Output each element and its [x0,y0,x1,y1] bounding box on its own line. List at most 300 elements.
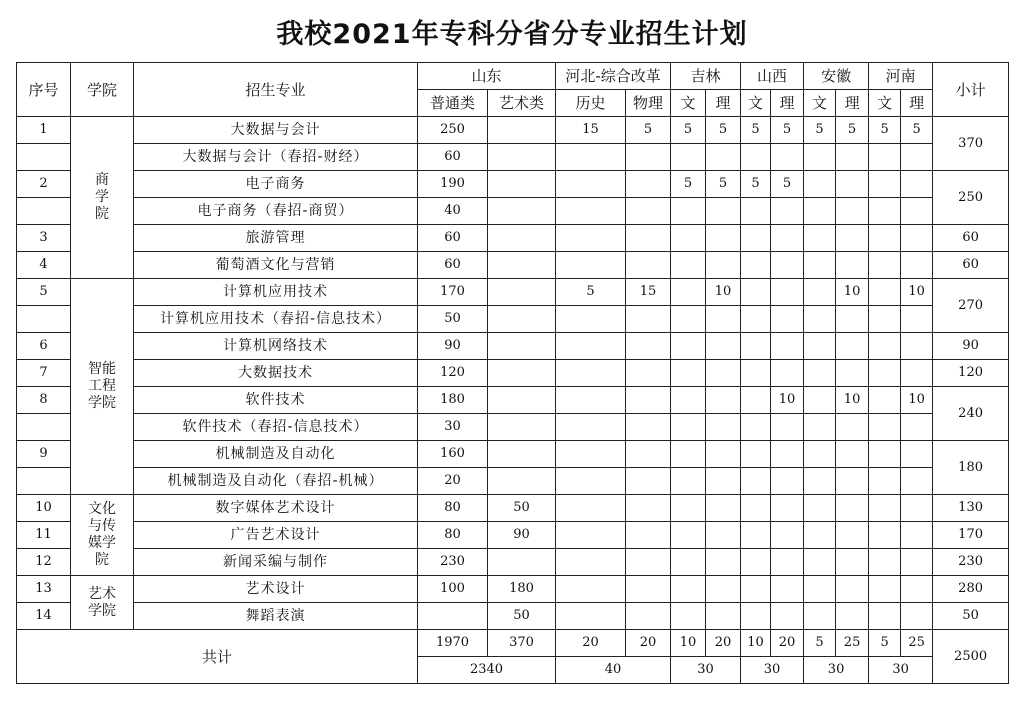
quota-cell: 10 [901,387,933,414]
quota-cell: 10 [836,387,869,414]
quota-cell [901,549,933,576]
quota-cell [901,333,933,360]
header-row [17,63,1009,90]
quota-cell [741,603,771,630]
quota-cell [706,549,741,576]
table-row [17,441,1009,468]
quota-cell [626,333,671,360]
quota-cell [901,171,933,198]
quota-cell [901,198,933,225]
quota-cell [771,252,804,279]
quota-cell [869,549,901,576]
total-category-cell: 5 [804,630,836,657]
quota-cell [671,387,706,414]
total-category-cell: 20 [771,630,804,657]
quota-cell [671,522,706,549]
seq-cell [17,468,71,495]
quota-cell [804,387,836,414]
subtotal-cell: 270 [933,279,1009,333]
college-cell [71,495,134,576]
quota-cell [556,549,626,576]
major-cell: 电子商务（春招-商贸） [134,198,418,225]
quota-cell [869,279,901,306]
quota-cell [706,495,741,522]
quota-cell [869,495,901,522]
header-seq: 序号 [17,63,71,117]
page-title: 我校2021年专科分省分专业招生计划 [276,19,748,50]
subtotal-cell: 250 [933,171,1009,225]
table-row [17,333,1009,360]
quota-cell [741,198,771,225]
seq-cell: 2 [17,171,71,198]
quota-cell [836,441,869,468]
quota-cell: 60 [418,144,488,171]
major-cell: 大数据与会计（春招-财经） [134,144,418,171]
quota-cell [626,522,671,549]
quota-cell [869,252,901,279]
header-category: 文 [869,90,901,117]
table-row [17,279,1009,306]
quota-cell: 180 [488,576,556,603]
quota-cell [771,360,804,387]
major-cell: 计算机应用技术（春招-信息技术） [134,306,418,333]
quota-cell [626,468,671,495]
quota-cell [671,225,706,252]
quota-cell [706,144,741,171]
quota-cell [771,522,804,549]
subtotal-cell: 280 [933,576,1009,603]
quota-cell [901,144,933,171]
quota-cell [671,333,706,360]
quota-cell [901,576,933,603]
quota-cell [706,198,741,225]
header-province: 河南 [869,63,933,90]
quota-cell [836,414,869,441]
quota-cell: 180 [418,387,488,414]
quota-cell [671,144,706,171]
quota-cell [771,495,804,522]
quota-cell [488,549,556,576]
quota-cell [741,360,771,387]
header-category: 艺术类 [488,90,556,117]
quota-cell [836,225,869,252]
header-category: 理 [901,90,933,117]
seq-cell: 9 [17,441,71,468]
quota-cell: 80 [418,522,488,549]
quota-cell [488,468,556,495]
quota-cell: 15 [626,279,671,306]
quota-cell [626,225,671,252]
quota-cell [626,441,671,468]
major-cell: 旅游管理 [134,225,418,252]
total-category-cell: 10 [741,630,771,657]
quota-cell [706,306,741,333]
major-cell: 葡萄酒文化与营销 [134,252,418,279]
header-category: 普通类 [418,90,488,117]
quota-cell [706,468,741,495]
seq-cell: 3 [17,225,71,252]
quota-cell: 15 [556,117,626,144]
quota-cell: 5 [741,117,771,144]
total-category-cell: 1970 [418,630,488,657]
quota-cell [556,198,626,225]
quota-cell [671,252,706,279]
quota-cell [706,387,741,414]
quota-cell [836,522,869,549]
subtotal-cell: 90 [933,333,1009,360]
major-cell: 数字媒体艺术设计 [134,495,418,522]
header-category: 理 [836,90,869,117]
table-row [17,387,1009,414]
quota-cell [836,171,869,198]
quota-cell [626,171,671,198]
subtotal-cell: 60 [933,252,1009,279]
province-total-cell: 2340 [418,657,556,684]
quota-cell: 5 [671,171,706,198]
subtotal-cell: 370 [933,117,1009,171]
table-row [17,414,1009,441]
quota-cell [771,144,804,171]
quota-cell [869,144,901,171]
total-category-cell: 25 [836,630,869,657]
header-major: 招生专业 [134,63,418,117]
quota-cell [556,333,626,360]
quota-cell [488,441,556,468]
seq-cell: 4 [17,252,71,279]
quota-cell [556,225,626,252]
major-cell: 电子商务 [134,171,418,198]
seq-cell: 13 [17,576,71,603]
quota-cell [671,603,706,630]
quota-cell [741,387,771,414]
quota-cell [869,522,901,549]
total-category-cell: 370 [488,630,556,657]
quota-cell: 10 [706,279,741,306]
table-row [17,225,1009,252]
quota-cell [418,603,488,630]
quota-cell: 160 [418,441,488,468]
quota-cell: 5 [869,117,901,144]
quota-cell [671,576,706,603]
quota-cell [901,225,933,252]
table-row [17,306,1009,333]
quota-cell: 50 [488,603,556,630]
header-category: 物理 [626,90,671,117]
quota-cell: 190 [418,171,488,198]
quota-cell [771,414,804,441]
major-cell: 大数据技术 [134,360,418,387]
total-category-cell: 10 [671,630,706,657]
quota-cell [741,549,771,576]
header-province: 山西 [741,63,804,90]
header-category: 理 [706,90,741,117]
quota-cell [804,495,836,522]
quota-cell [771,468,804,495]
quota-cell [804,333,836,360]
quota-cell [741,441,771,468]
major-cell: 新闻采编与制作 [134,549,418,576]
quota-cell [804,252,836,279]
quota-cell [804,603,836,630]
major-cell: 机械制造及自动化 [134,441,418,468]
enrollment-plan-table [16,62,1009,684]
header-subtotal: 小计 [933,63,1009,117]
seq-cell: 12 [17,549,71,576]
quota-cell: 50 [488,495,556,522]
quota-cell [626,306,671,333]
table-row [17,495,1009,522]
quota-cell [626,549,671,576]
quota-cell [626,144,671,171]
quota-cell [671,549,706,576]
seq-cell [17,198,71,225]
quota-cell [869,333,901,360]
quota-cell: 90 [488,522,556,549]
subtotal-cell: 240 [933,387,1009,441]
seq-cell: 7 [17,360,71,387]
quota-cell [671,495,706,522]
seq-cell: 1 [17,117,71,144]
quota-cell [901,252,933,279]
seq-cell [17,306,71,333]
quota-cell [869,468,901,495]
total-label: 共计 [17,630,418,684]
quota-cell [869,198,901,225]
quota-cell [741,468,771,495]
header-province: 吉林 [671,63,741,90]
quota-cell [671,468,706,495]
college-cell [71,279,134,495]
subtotal-cell: 60 [933,225,1009,252]
quota-cell [771,279,804,306]
total-category-cell: 5 [869,630,901,657]
quota-cell [836,576,869,603]
quota-cell [706,441,741,468]
quota-cell: 10 [836,279,869,306]
quota-cell [771,198,804,225]
major-cell: 软件技术（春招-信息技术） [134,414,418,441]
quota-cell: 230 [418,549,488,576]
major-cell: 软件技术 [134,387,418,414]
quota-cell [488,333,556,360]
quota-cell [488,225,556,252]
quota-cell [901,414,933,441]
quota-cell [556,360,626,387]
quota-cell: 5 [836,117,869,144]
quota-cell [804,360,836,387]
quota-cell [741,414,771,441]
quota-cell [706,360,741,387]
seq-cell: 10 [17,495,71,522]
quota-cell [556,306,626,333]
province-total-cell: 30 [741,657,804,684]
quota-cell [836,468,869,495]
subtotal-cell: 120 [933,360,1009,387]
quota-cell [869,414,901,441]
quota-cell [671,414,706,441]
quota-cell: 170 [418,279,488,306]
quota-cell [869,306,901,333]
subtotal-cell: 230 [933,549,1009,576]
table-row [17,144,1009,171]
quota-cell: 5 [626,117,671,144]
quota-cell [869,225,901,252]
quota-cell: 250 [418,117,488,144]
quota-cell [771,441,804,468]
total-category-cell: 20 [626,630,671,657]
quota-cell [869,360,901,387]
quota-cell [804,414,836,441]
quota-cell [771,576,804,603]
table-row [17,522,1009,549]
header-category: 文 [741,90,771,117]
total-category-cell: 25 [901,630,933,657]
total-category-cell: 20 [706,630,741,657]
college-name: 商学院 [95,172,109,222]
table-row [17,360,1009,387]
quota-cell: 5 [706,171,741,198]
quota-cell [804,306,836,333]
quota-cell: 100 [418,576,488,603]
quota-cell [741,144,771,171]
quota-cell [488,198,556,225]
quota-cell [488,279,556,306]
major-cell: 机械制造及自动化（春招-机械） [134,468,418,495]
quota-cell: 30 [418,414,488,441]
quota-cell [836,360,869,387]
major-cell: 计算机网络技术 [134,333,418,360]
quota-cell [488,360,556,387]
quota-cell [901,603,933,630]
quota-cell [836,306,869,333]
quota-cell [671,279,706,306]
quota-cell [671,360,706,387]
province-total-cell: 30 [671,657,741,684]
quota-cell [488,171,556,198]
table-row [17,198,1009,225]
quota-cell [836,549,869,576]
header-category: 历史 [556,90,626,117]
quota-cell [488,117,556,144]
quota-cell: 5 [556,279,626,306]
quota-cell [741,333,771,360]
quota-cell: 20 [418,468,488,495]
college-name: 智能工程学院 [88,361,116,411]
quota-cell [556,387,626,414]
quota-cell [771,306,804,333]
quota-cell: 10 [901,279,933,306]
quota-cell [804,171,836,198]
total-row [17,630,1009,657]
college-name: 文化与传媒学院 [88,501,116,568]
quota-cell [901,441,933,468]
quota-cell [836,333,869,360]
quota-cell [706,576,741,603]
quota-cell [671,198,706,225]
major-cell: 计算机应用技术 [134,279,418,306]
quota-cell [804,576,836,603]
quota-cell [771,603,804,630]
quota-cell [556,252,626,279]
quota-cell [869,387,901,414]
quota-cell: 5 [741,171,771,198]
quota-cell [836,252,869,279]
total-category-cell: 20 [556,630,626,657]
quota-cell: 60 [418,252,488,279]
table-row [17,468,1009,495]
major-cell: 舞蹈表演 [134,603,418,630]
quota-cell [706,225,741,252]
quota-cell [741,225,771,252]
quota-cell [741,522,771,549]
header-category: 文 [671,90,706,117]
province-total-cell: 40 [556,657,671,684]
quota-cell [556,522,626,549]
quota-cell [626,198,671,225]
quota-cell [901,522,933,549]
quota-cell [804,144,836,171]
seq-cell: 8 [17,387,71,414]
quota-cell [901,306,933,333]
quota-cell [741,306,771,333]
quota-cell [626,252,671,279]
quota-cell [488,387,556,414]
seq-cell: 14 [17,603,71,630]
seq-cell [17,144,71,171]
quota-cell [626,495,671,522]
quota-cell [706,603,741,630]
quota-cell [804,522,836,549]
quota-cell [488,144,556,171]
quota-cell [804,468,836,495]
subtotal-cell: 180 [933,441,1009,495]
quota-cell: 5 [804,117,836,144]
quota-cell [804,441,836,468]
province-total-cell: 30 [804,657,869,684]
quota-cell [556,495,626,522]
quota-cell [771,225,804,252]
header-province: 安徽 [804,63,869,90]
quota-cell [836,144,869,171]
college-cell [71,576,134,630]
quota-cell [671,441,706,468]
quota-cell [741,279,771,306]
quota-cell [836,495,869,522]
college-name: 艺术学院 [88,585,116,619]
header-college: 学院 [71,63,134,117]
quota-cell: 5 [901,117,933,144]
quota-cell [901,468,933,495]
quota-cell [556,603,626,630]
major-cell: 艺术设计 [134,576,418,603]
quota-cell [869,441,901,468]
quota-cell [804,225,836,252]
quota-cell: 80 [418,495,488,522]
quota-cell [626,387,671,414]
quota-cell [706,252,741,279]
quota-cell [706,414,741,441]
quota-cell [869,171,901,198]
quota-cell [804,549,836,576]
seq-cell [17,414,71,441]
subtotal-cell: 130 [933,495,1009,522]
header-category: 理 [771,90,804,117]
quota-cell: 5 [671,117,706,144]
quota-cell [556,414,626,441]
header-province: 山东 [418,63,556,90]
major-cell: 广告艺术设计 [134,522,418,549]
table-row [17,117,1009,144]
